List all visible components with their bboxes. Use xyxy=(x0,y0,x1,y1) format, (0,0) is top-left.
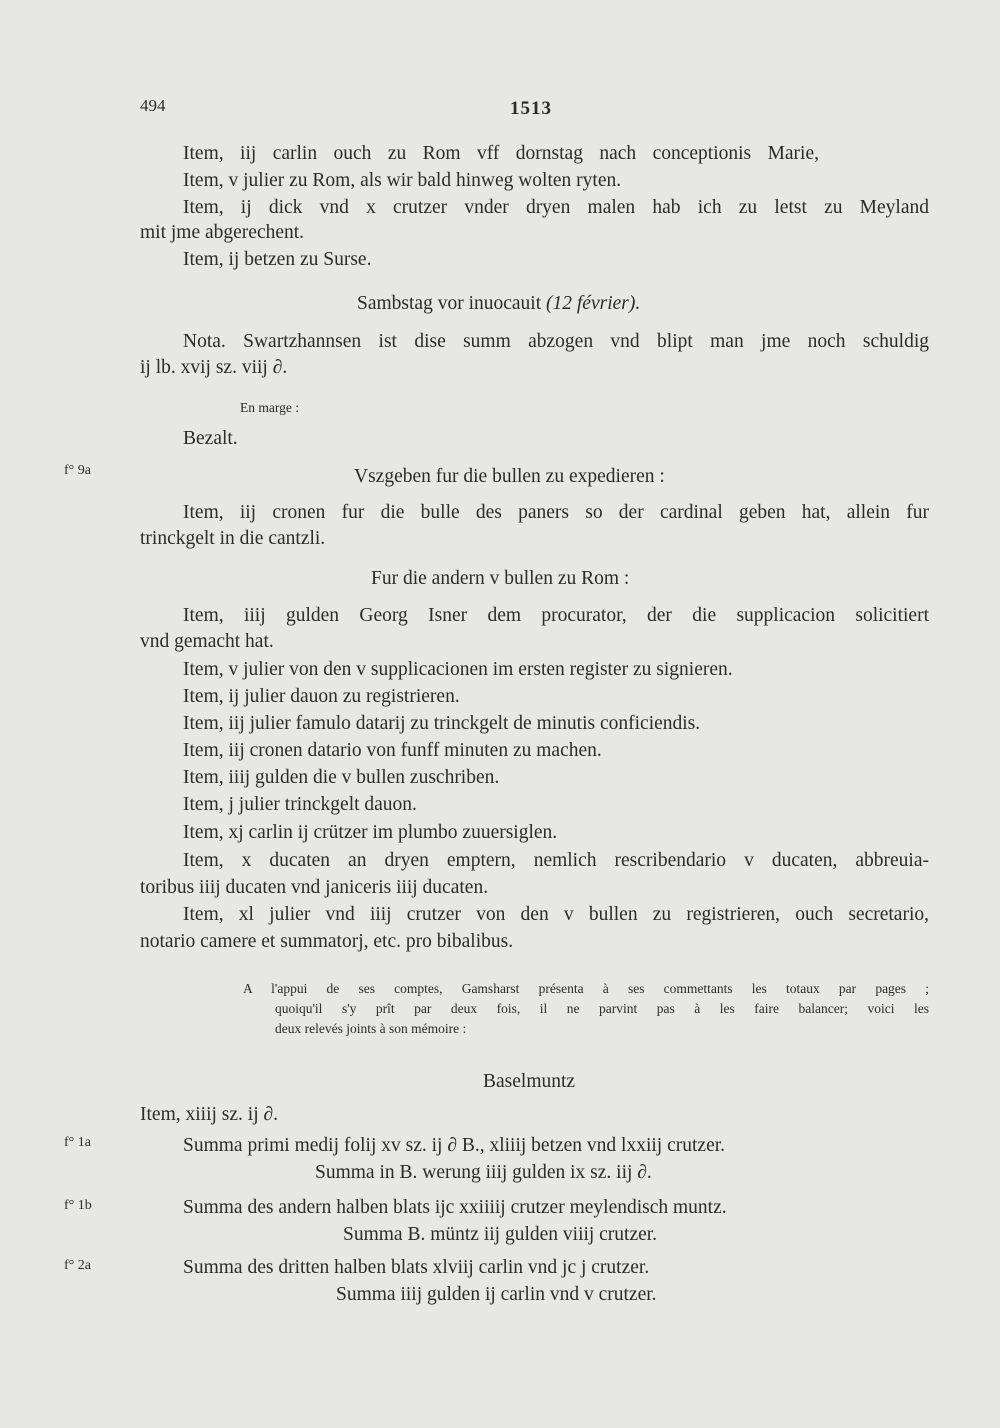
text-line: Item, xj carlin ij crützer im plumbo zuuersiglen. xyxy=(183,822,558,843)
section-heading xyxy=(357,292,640,316)
text-line: Nota. Swartzhannsen ist dise summ abzogen vnd blipt man jme noch schuldig xyxy=(183,331,929,352)
text-line: Item, xiiij sz. ij ∂. xyxy=(140,1104,278,1125)
text-line: ij lb. xvij sz. viij ∂. xyxy=(140,357,288,378)
text-line: Item, xl julier vnd iiĳ crutzer von den v bullen zu registrieren, ouch secretario, xyxy=(183,904,929,925)
text-line: Item, v julier von den v supplicacionen im ersten register zu signieren. xyxy=(183,659,733,680)
text-line: Summa in B. werung iiij gulden ix sz. iij ∂. xyxy=(315,1162,652,1183)
text-line: Item, iij cronen datario von funff minuten zu machen. xyxy=(183,740,602,761)
section-heading-date: (12 février). xyxy=(546,293,641,314)
section-heading-text: Sambstag vor inuocauit xyxy=(357,293,542,314)
margin-folio: f° 2a xyxy=(64,1258,91,1273)
text-line: Bezalt. xyxy=(183,428,238,449)
text-line: Item, iij julier famulo datarij zu trinckgelt de minutis conficiendis. xyxy=(183,713,701,734)
text-line: toribus iiĳ ducaten vnd janiceris iiĳ ducaten. xyxy=(140,877,489,898)
text-line: Summa primi medij folij xv sz. ij ∂ B., xliiij betzen vnd lxxiij crutzer. xyxy=(183,1135,726,1156)
section-heading: Fur die andern v bullen zu Rom : xyxy=(371,568,630,589)
text-line: Item, iiij gulden die v bullen zuschriben. xyxy=(183,767,500,788)
page-number: 494 xyxy=(140,96,166,115)
margin-folio: f° 9a xyxy=(64,463,91,478)
text-line: Summa des dritten halben blats xlviĳ carlin vnd jc j crutzer. xyxy=(183,1257,650,1278)
editor-note: En marge : xyxy=(240,400,299,415)
running-head-year: 1513 xyxy=(510,98,552,119)
section-heading: Vszgeben fur die bullen zu expedieren : xyxy=(354,466,665,487)
text-line: Summa B. müntz iij gulden viiĳ crutzer. xyxy=(343,1224,658,1245)
text-line: trinckgelt in die cantzli. xyxy=(140,528,326,549)
margin-folio: f° 1a xyxy=(64,1135,91,1150)
text-line: Item, iij cronen fur die bulle des paners so der cardinal geben hat, allein fur xyxy=(183,502,929,523)
editor-note: deux relevés joints à son mémoire : xyxy=(275,1021,467,1036)
margin-folio: f° 1b xyxy=(64,1198,92,1213)
text-line: Item, j julier trinckgelt dauon. xyxy=(183,794,417,815)
section-heading: Baselmuntz xyxy=(483,1071,576,1092)
text-line: Item, ij dick vnd x crutzer vnder dryen malen hab ich zu letst zu Meyland xyxy=(183,197,929,218)
text-line: Item, ij betzen zu Surse. xyxy=(183,249,372,270)
text-line: Item, iiij gulden Georg Isner dem procurator, der die supplicacion solicitiert xyxy=(183,605,929,626)
editor-note: A l'appui de ses comptes, Gamsharst présenta à ses commettants les totaux par pages ; xyxy=(243,981,929,996)
text-line: Item, v julier zu Rom, als wir bald hinweg wolten ryten. xyxy=(183,170,622,191)
text-line: Summa iiij gulden ĳ carlin vnd v crutzer. xyxy=(336,1284,657,1305)
editor-note: quoiqu'il s'y prît par deux fois, il ne parvint pas à les faire balancer; voici les xyxy=(275,1001,929,1016)
text-line: mit jme abgerechent. xyxy=(140,222,305,243)
text-line: Item, ij julier dauon zu registrieren. xyxy=(183,686,460,707)
text-line: Item, x ducaten an dryen emptern, nemlich rescribendario v ducaten, abbreuia- xyxy=(183,850,929,871)
text-line: vnd gemacht hat. xyxy=(140,631,274,652)
text-line: Summa des andern halben blats ijc xxiiiĳ crutzer meylendisch muntz. xyxy=(183,1197,727,1218)
text-line: notario camere et summatorj, etc. pro bibalibus. xyxy=(140,931,514,952)
text-line: Item, iij carlin ouch zu Rom vff dornstag nach conceptionis Marie, xyxy=(183,143,819,164)
